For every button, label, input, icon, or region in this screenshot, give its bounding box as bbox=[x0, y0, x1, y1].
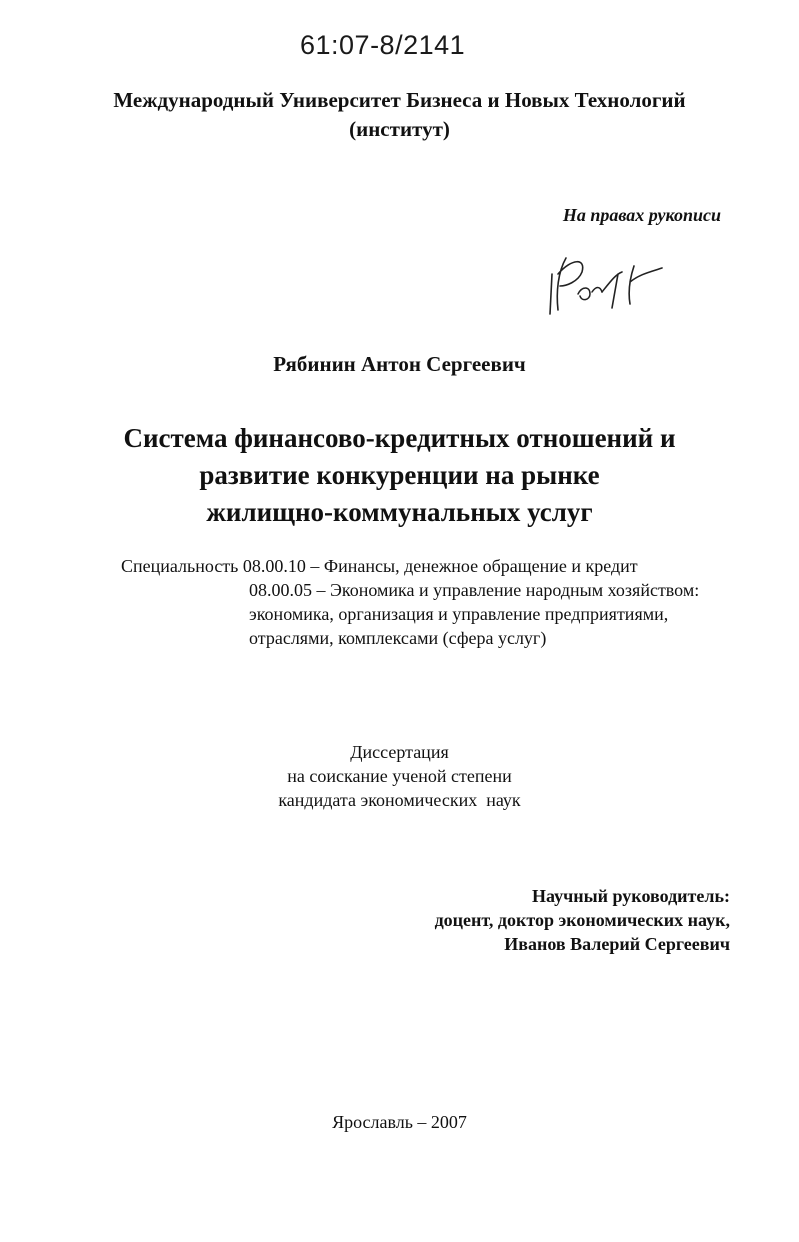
supervisor-line-2: доцент, доктор экономических наук, bbox=[434, 910, 730, 930]
dissertation-type bbox=[0, 740, 799, 812]
catalog-number: 61:07-8/2141 bbox=[300, 30, 466, 60]
title-line-1: Система финансово-кредитных отношений и bbox=[123, 423, 676, 453]
title-line-2: развитие конкуренции на рынке bbox=[199, 460, 600, 490]
dissertation-line-3: кандидата экономических наук bbox=[278, 790, 521, 810]
institution-line-2: (институт) bbox=[349, 117, 450, 141]
specialty-line-2: 08.00.05 – Экономика и управление народным хозяйством: bbox=[249, 580, 700, 600]
title-line-3: жилищно-коммунальных услуг bbox=[206, 497, 593, 527]
handwritten-signature bbox=[538, 252, 678, 322]
dissertation-line-1: Диссертация bbox=[350, 742, 449, 762]
manuscript-rights-note: На правах рукописи bbox=[562, 205, 721, 225]
author-name: Рябинин Антон Сергеевич bbox=[273, 352, 526, 376]
specialty-continued bbox=[249, 578, 699, 650]
specialty-line-4: отраслями, комплексами (сфера услуг) bbox=[249, 628, 547, 648]
institution-name bbox=[0, 86, 799, 144]
dissertation-title bbox=[0, 420, 799, 531]
institution-line-1: Международный Университет Бизнеса и Новых Технологий bbox=[113, 88, 686, 112]
supervisor-line-3: Иванов Валерий Сергеевич bbox=[504, 934, 730, 954]
specialty-line-1: Специальность 08.00.10 – Финансы, денежное обращение и кредит bbox=[121, 556, 638, 576]
scientific-supervisor bbox=[435, 884, 730, 956]
dissertation-line-2: на соискание ученой степени bbox=[287, 766, 512, 786]
specialty-line-3: экономика, организация и управление предприятиями, bbox=[249, 604, 669, 624]
place-and-year: Ярославль – 2007 bbox=[332, 1112, 467, 1132]
supervisor-line-1: Научный руководитель: bbox=[532, 886, 730, 906]
